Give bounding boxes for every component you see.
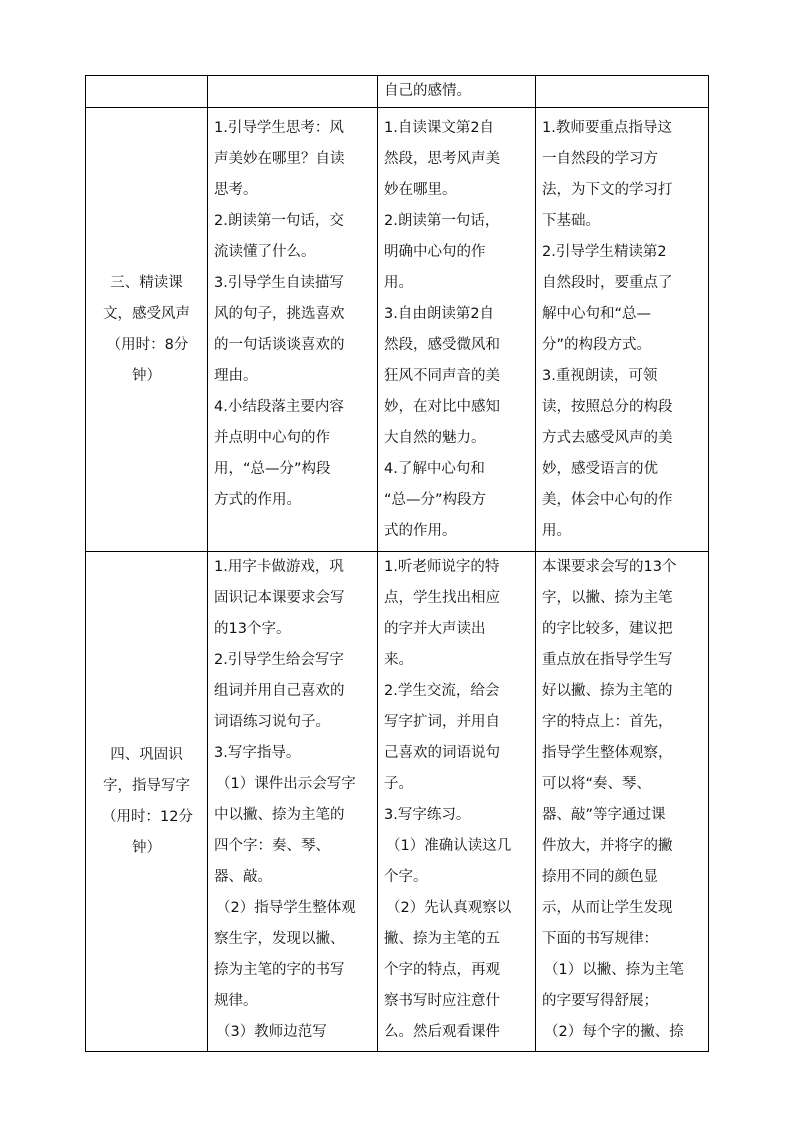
- cell-text-line: 固识记本课要求会写: [214, 590, 345, 606]
- cell-text-line: 美，体会中心句的作: [542, 492, 673, 508]
- cell-text-line: 读，按照总分的构段: [542, 399, 673, 415]
- cell-text-line: 四、巩固识: [110, 746, 183, 763]
- cell-text-line: （1）以撇、捺为主笔: [544, 962, 684, 978]
- cell-text-line: 2.朗读第一句话，交: [214, 213, 344, 229]
- cell-text-line: “总—分”构段方: [384, 492, 487, 508]
- cell-text-line: 中以撇、捺为主笔的: [214, 807, 345, 823]
- teacher-activity-cell: [208, 552, 378, 1052]
- cell-text-line: 狂风不同声音的美: [384, 368, 500, 384]
- cell-text-line: 己喜欢的词语说句: [384, 745, 500, 761]
- cell-text-line: （3）教师边范写: [216, 1024, 327, 1040]
- cell-text-line: 捺为主笔的字的书写: [214, 962, 345, 978]
- cell-text-line: 写字扩词，并用自: [384, 714, 500, 730]
- table-row: [86, 108, 709, 552]
- cell-text-line: 妙在哪里。: [384, 182, 457, 198]
- teacher-activity-cell: [208, 76, 378, 108]
- cell-text-line: 的一句话谈谈喜欢的: [214, 337, 345, 353]
- cell-text-line: 3.写字练习。: [384, 807, 471, 823]
- cell-text-line: 3.自由朗读第2自: [384, 306, 495, 322]
- cell-text-line: 法，为下文的学习打: [542, 182, 673, 198]
- cell-text-line: 撇、捺为主笔的五: [384, 931, 500, 947]
- cell-text-line: 然段，思考风声美: [384, 151, 500, 167]
- cell-text-line: 指导学生整体观察，: [542, 745, 673, 761]
- cell-text-line: 来。: [384, 652, 413, 668]
- cell-text-line: 用，“总—分”构段: [214, 461, 331, 477]
- cell-text-line: 察书写时应注意什: [384, 993, 500, 1009]
- cell-text-line: 好以撇、捺为主笔的: [542, 683, 673, 699]
- cell-text-line: 察生字，发现以撇、: [214, 931, 345, 947]
- student-activity-cell: [378, 108, 536, 552]
- cell-text-line: 4.小结段落主要内容: [214, 399, 344, 415]
- cell-text-line: 3.写字指导。: [214, 745, 301, 761]
- cell-text-line: 字，指导写字: [103, 777, 190, 794]
- cell-text-line: 1.教师要重点指导这: [542, 120, 672, 136]
- cell-text-line: 4.了解中心句和: [384, 461, 485, 477]
- cell-text-line: 自然段时，要重点了: [542, 275, 673, 291]
- cell-text-line: 钟）: [132, 839, 161, 856]
- cell-text-line: （2）先认真观察以: [386, 900, 512, 916]
- cell-text-line: （2）每个字的撇、捺: [544, 1024, 684, 1040]
- cell-text-line: 并点明中心句的作: [214, 430, 330, 446]
- cell-text-line: 式的作用。: [384, 523, 457, 539]
- cell-text-line: 捺用不同的颜色显: [542, 869, 658, 885]
- teacher-activity-cell: [208, 108, 378, 552]
- cell-text-line: 的字并大声读出: [384, 621, 486, 637]
- cell-text-line: 个字。: [384, 869, 428, 885]
- design-notes-cell: [536, 76, 709, 108]
- cell-text-line: 一自然段的学习方: [542, 151, 658, 167]
- cell-text-line: 字，以撇、捺为主笔: [542, 590, 673, 606]
- cell-text-line: 下面的书写规律：: [542, 931, 658, 947]
- cell-text-line: 文，感受风声: [103, 305, 190, 322]
- cell-text-line: 用。: [384, 275, 413, 291]
- cell-text-line: 分”的构段方式。: [542, 337, 652, 353]
- cell-text-line: 2.引导学生精读第2: [542, 244, 667, 260]
- cell-text-line: 妙，感受语言的优: [542, 461, 658, 477]
- cell-text-line: 1.自读课文第2自: [384, 120, 495, 136]
- cell-text-line: （1）课件出示会写字: [216, 776, 356, 792]
- cell-text-line: 2.引导学生给会写字: [214, 652, 344, 668]
- cell-text-line: （1）准确认读这几: [386, 838, 512, 854]
- cell-text-line: 么。然后观看课件: [384, 1024, 500, 1040]
- cell-text-line: 方式的作用。: [214, 492, 301, 508]
- cell-text-line: 2.学生交流，给会: [384, 683, 500, 699]
- cell-text-line: 明确中心句的作: [384, 244, 486, 260]
- cell-text-line: （用时：8分: [106, 336, 189, 353]
- cell-text-line: 点，学生找出相应: [384, 590, 500, 606]
- stage-cell: [86, 76, 208, 108]
- student-activity-cell: [378, 76, 536, 108]
- cell-text-line: 风的句子，挑选喜欢: [214, 306, 345, 322]
- cell-text-line: 可以将“奏、琴、: [542, 776, 652, 792]
- table-row: [86, 76, 709, 108]
- cell-text-line: 1.用字卡做游戏，巩: [214, 559, 344, 575]
- cell-text-line: 的13个字。: [214, 621, 291, 637]
- cell-text-line: 流读懂了什么。: [214, 244, 316, 260]
- cell-text-line: （用时：12分: [102, 808, 193, 825]
- cell-text-line: 解中心句和“总—: [542, 306, 652, 322]
- cell-text-line: 然段，感受微风和: [384, 337, 500, 353]
- cell-text-line: 3.重视朗读，可领: [542, 368, 658, 384]
- cell-text-line: 下基础。: [542, 213, 600, 229]
- cell-text-line: 声美妙在哪里？自读: [214, 151, 345, 167]
- cell-text-line: 钟）: [132, 367, 161, 384]
- cell-text-line: 1.听老师说字的特: [384, 559, 500, 575]
- cell-text-line: 2.朗读第一句话，: [384, 213, 500, 229]
- cell-text-line: 字的特点上：首先，: [542, 714, 673, 730]
- cell-text-line: 组词并用自己喜欢的: [214, 683, 345, 699]
- cell-text-line: 自己的感情。: [384, 83, 471, 99]
- cell-text-line: 件放大，并将字的撇: [542, 838, 673, 854]
- cell-text-line: 三、精读课: [110, 274, 183, 291]
- cell-text-line: 理由。: [214, 368, 258, 384]
- cell-text-line: 规律。: [214, 993, 258, 1009]
- cell-text-line: 的字要写得舒展；: [542, 993, 658, 1009]
- cell-text-line: 个字的特点，再观: [384, 962, 500, 978]
- cell-text-line: 妙，在对比中感知: [384, 399, 500, 415]
- lesson-plan-table: [85, 75, 709, 1052]
- stage-cell: [86, 108, 208, 552]
- cell-text-line: 重点放在指导学生写: [542, 652, 673, 668]
- cell-text-line: 思考。: [214, 182, 258, 198]
- cell-text-line: 器、敲。: [214, 869, 272, 885]
- cell-text-line: 本课要求会写的13个: [542, 559, 677, 575]
- table-row: [86, 552, 709, 1052]
- cell-text-line: （2）指导学生整体观: [216, 900, 356, 916]
- cell-text-line: 子。: [384, 776, 413, 792]
- stage-cell: [86, 552, 208, 1052]
- cell-text-line: 器、敲”等字通过课: [542, 807, 666, 823]
- design-notes-cell: [536, 552, 709, 1052]
- cell-text-line: 用。: [542, 523, 571, 539]
- cell-text-line: 大自然的魅力。: [384, 430, 486, 446]
- cell-text-line: 方式去感受风声的美: [542, 430, 673, 446]
- cell-text-line: 1.引导学生思考：风: [214, 120, 344, 136]
- cell-text-line: 3.引导学生自读描写: [214, 275, 344, 291]
- design-notes-cell: [536, 108, 709, 552]
- cell-text-line: 词语练习说句子。: [214, 714, 330, 730]
- cell-text-line: 的字比较多，建议把: [542, 621, 673, 637]
- student-activity-cell: [378, 552, 536, 1052]
- cell-text-line: 示，从而让学生发现: [542, 900, 673, 916]
- cell-text-line: 四个字：奏、琴、: [214, 838, 330, 854]
